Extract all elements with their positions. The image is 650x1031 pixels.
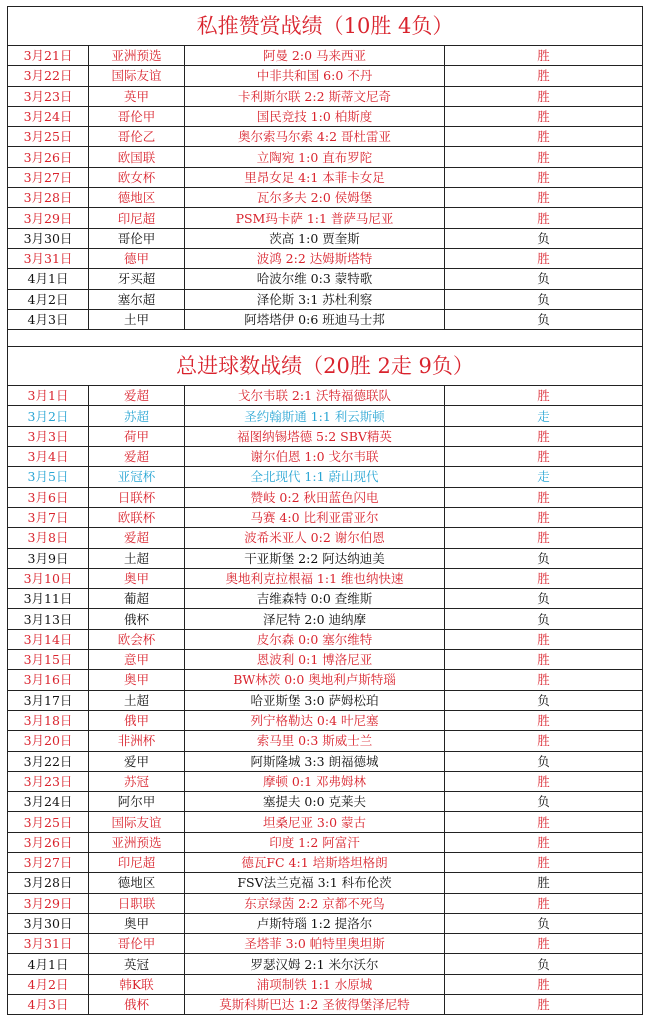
league-cell: 国际友谊	[89, 66, 185, 86]
result-cell: 负	[445, 690, 643, 710]
league-cell: 俄甲	[89, 710, 185, 730]
table-row	[8, 913, 643, 933]
date-cell: 3月1日	[8, 386, 89, 406]
date-cell: 3月4日	[8, 447, 89, 467]
result-cell: 胜	[445, 731, 643, 751]
result-cell: 胜	[445, 147, 643, 167]
date-cell: 3月26日	[8, 147, 89, 167]
league-cell: 德地区	[89, 188, 185, 208]
league-cell: 哥伦甲	[89, 934, 185, 954]
table-row	[8, 269, 643, 289]
league-cell: 奥甲	[89, 568, 185, 588]
league-cell: 欧女杯	[89, 167, 185, 187]
league-cell: 爱超	[89, 447, 185, 467]
date-cell: 4月1日	[8, 269, 89, 289]
league-cell: 印尼超	[89, 852, 185, 872]
table-row	[8, 309, 643, 329]
match-cell: 泽伦斯 3:1 苏杜利察	[185, 289, 445, 309]
date-cell: 3月8日	[8, 528, 89, 548]
table-row	[8, 995, 643, 1015]
record-table	[7, 6, 643, 1015]
spacer-cell	[8, 330, 643, 347]
league-cell: 欧会杯	[89, 629, 185, 649]
league-cell: 荷甲	[89, 426, 185, 446]
league-cell: 亚洲预选	[89, 46, 185, 66]
table-row	[8, 167, 643, 187]
date-cell: 3月18日	[8, 710, 89, 730]
match-cell: 阿曼 2:0 马来西亚	[185, 46, 445, 66]
result-cell: 胜	[445, 873, 643, 893]
result-cell: 负	[445, 289, 643, 309]
spacer-row	[8, 330, 643, 347]
result-cell: 胜	[445, 710, 643, 730]
table-row	[8, 147, 643, 167]
result-cell: 胜	[445, 46, 643, 66]
date-cell: 4月3日	[8, 995, 89, 1015]
result-cell: 胜	[445, 974, 643, 994]
date-cell: 3月9日	[8, 548, 89, 568]
section-title: 总进球数战绩（20胜 2走 9负）	[8, 347, 643, 386]
table-row	[8, 248, 643, 268]
league-cell: 土超	[89, 548, 185, 568]
league-cell: 意甲	[89, 650, 185, 670]
date-cell: 4月2日	[8, 974, 89, 994]
date-cell: 3月15日	[8, 650, 89, 670]
table-row	[8, 467, 643, 487]
table-row	[8, 751, 643, 771]
league-cell: 爱甲	[89, 751, 185, 771]
table-row	[8, 650, 643, 670]
league-cell: 德地区	[89, 873, 185, 893]
table-row	[8, 86, 643, 106]
result-cell: 胜	[445, 167, 643, 187]
result-cell: 胜	[445, 650, 643, 670]
league-cell: 英甲	[89, 86, 185, 106]
league-cell: 塞尔超	[89, 289, 185, 309]
date-cell: 3月21日	[8, 46, 89, 66]
table-row	[8, 731, 643, 751]
date-cell: 3月23日	[8, 771, 89, 791]
result-cell: 胜	[445, 629, 643, 649]
record-sheet	[7, 6, 642, 1015]
result-cell: 负	[445, 751, 643, 771]
result-cell: 胜	[445, 995, 643, 1015]
result-cell: 胜	[445, 248, 643, 268]
match-cell: 立陶宛 1:0 直布罗陀	[185, 147, 445, 167]
league-cell: 非洲杯	[89, 731, 185, 751]
result-cell: 负	[445, 309, 643, 329]
date-cell: 3月27日	[8, 167, 89, 187]
match-cell: 索马里 0:3 斯威士兰	[185, 731, 445, 751]
match-cell: 卡利斯尔联 2:2 斯蒂文尼奇	[185, 86, 445, 106]
league-cell: 欧国联	[89, 147, 185, 167]
match-cell: 波鸿 2:2 达姆斯塔特	[185, 248, 445, 268]
section2-title-row	[8, 347, 643, 386]
match-cell: 哈亚斯堡 3:0 萨姆松珀	[185, 690, 445, 710]
section-title: 私推赞赏战绩（10胜 4负）	[8, 7, 643, 46]
table-row	[8, 710, 643, 730]
result-cell: 胜	[445, 86, 643, 106]
result-cell: 负	[445, 954, 643, 974]
result-cell: 走	[445, 467, 643, 487]
result-cell: 胜	[445, 507, 643, 527]
league-cell: 俄杯	[89, 609, 185, 629]
league-cell: 亚冠杯	[89, 467, 185, 487]
result-cell: 负	[445, 792, 643, 812]
match-cell: 东京绿茵 2:2 京都不死鸟	[185, 893, 445, 913]
match-cell: 马赛 4:0 比利亚雷亚尔	[185, 507, 445, 527]
league-cell: 奥甲	[89, 913, 185, 933]
league-cell: 苏冠	[89, 771, 185, 791]
result-cell: 胜	[445, 832, 643, 852]
date-cell: 3月25日	[8, 812, 89, 832]
match-cell: 哈波尔维 0:3 蒙特歌	[185, 269, 445, 289]
result-cell: 胜	[445, 426, 643, 446]
result-cell: 胜	[445, 66, 643, 86]
date-cell: 3月20日	[8, 731, 89, 751]
table-row	[8, 386, 643, 406]
match-cell: 瓦尔多夫 2:0 侯姆堡	[185, 188, 445, 208]
table-row	[8, 447, 643, 467]
match-cell: PSM玛卡萨 1:1 普萨马尼亚	[185, 208, 445, 228]
match-cell: 德瓦FC 4:1 培斯塔坦格朗	[185, 852, 445, 872]
league-cell: 奥甲	[89, 670, 185, 690]
match-cell: 戈尔韦联 2:1 沃特福德联队	[185, 386, 445, 406]
match-cell: 塞提夫 0:0 克莱夫	[185, 792, 445, 812]
table-row	[8, 548, 643, 568]
league-cell: 亚洲预选	[89, 832, 185, 852]
table-row	[8, 208, 643, 228]
table-row	[8, 568, 643, 588]
league-cell: 土超	[89, 690, 185, 710]
league-cell: 阿尔甲	[89, 792, 185, 812]
league-cell: 哥伦甲	[89, 228, 185, 248]
date-cell: 3月14日	[8, 629, 89, 649]
table-row	[8, 609, 643, 629]
league-cell: 德甲	[89, 248, 185, 268]
table-row	[8, 188, 643, 208]
result-cell: 胜	[445, 188, 643, 208]
result-cell: 负	[445, 913, 643, 933]
table-row	[8, 507, 643, 527]
result-cell: 负	[445, 548, 643, 568]
result-cell: 胜	[445, 447, 643, 467]
match-cell: 摩顿 0:1 邓弗姆林	[185, 771, 445, 791]
section1-title-row	[8, 7, 643, 46]
table-row	[8, 46, 643, 66]
date-cell: 3月16日	[8, 670, 89, 690]
league-cell: 哥伦甲	[89, 106, 185, 126]
match-cell: 国民竞技 1:0 柏斯度	[185, 106, 445, 126]
table-row	[8, 792, 643, 812]
table-row	[8, 589, 643, 609]
match-cell: 阿塔塔伊 0:6 班迪马士邦	[185, 309, 445, 329]
result-cell: 胜	[445, 127, 643, 147]
date-cell: 3月11日	[8, 589, 89, 609]
table-row	[8, 852, 643, 872]
result-cell: 胜	[445, 934, 643, 954]
date-cell: 3月5日	[8, 467, 89, 487]
match-cell: FSV法兰克福 3:1 科布伦茨	[185, 873, 445, 893]
table-row	[8, 873, 643, 893]
match-cell: 浦项制铁 1:1 水原城	[185, 974, 445, 994]
date-cell: 3月29日	[8, 208, 89, 228]
result-cell: 负	[445, 228, 643, 248]
table-row	[8, 771, 643, 791]
table-row	[8, 106, 643, 126]
league-cell: 欧联杯	[89, 507, 185, 527]
table-row	[8, 66, 643, 86]
date-cell: 4月1日	[8, 954, 89, 974]
date-cell: 3月23日	[8, 86, 89, 106]
league-cell: 爱超	[89, 528, 185, 548]
result-cell: 胜	[445, 670, 643, 690]
table-row	[8, 289, 643, 309]
result-cell: 胜	[445, 771, 643, 791]
match-cell: 坦桑尼亚 3:0 蒙古	[185, 812, 445, 832]
match-cell: 全北现代 1:1 蔚山现代	[185, 467, 445, 487]
date-cell: 3月28日	[8, 873, 89, 893]
date-cell: 3月29日	[8, 893, 89, 913]
table-row	[8, 812, 643, 832]
match-cell: 泽尼特 2:0 迪纳摩	[185, 609, 445, 629]
date-cell: 3月17日	[8, 690, 89, 710]
league-cell: 爱超	[89, 386, 185, 406]
table-row	[8, 127, 643, 147]
match-cell: 茨高 1:0 贾奎斯	[185, 228, 445, 248]
table-row	[8, 893, 643, 913]
league-cell: 牙买超	[89, 269, 185, 289]
date-cell: 3月3日	[8, 426, 89, 446]
date-cell: 3月30日	[8, 913, 89, 933]
league-cell: 葡超	[89, 589, 185, 609]
result-cell: 胜	[445, 812, 643, 832]
table-row	[8, 934, 643, 954]
result-cell: 负	[445, 589, 643, 609]
date-cell: 3月25日	[8, 127, 89, 147]
date-cell: 3月27日	[8, 852, 89, 872]
date-cell: 4月2日	[8, 289, 89, 309]
table-row	[8, 832, 643, 852]
match-cell: 圣约翰斯通 1:1 利云斯顿	[185, 406, 445, 426]
result-cell: 胜	[445, 487, 643, 507]
date-cell: 3月30日	[8, 228, 89, 248]
match-cell: 里昂女足 4:1 本菲卡女足	[185, 167, 445, 187]
league-cell: 国际友谊	[89, 812, 185, 832]
match-cell: 谢尔伯恩 1:0 戈尔韦联	[185, 447, 445, 467]
date-cell: 3月22日	[8, 66, 89, 86]
result-cell: 胜	[445, 106, 643, 126]
result-cell: 走	[445, 406, 643, 426]
match-cell: 奥地利克拉根福 1:1 维也纳快速	[185, 568, 445, 588]
match-cell: 恩波利 0:1 博洛尼亚	[185, 650, 445, 670]
match-cell: 阿斯隆城 3:3 朗福德城	[185, 751, 445, 771]
league-cell: 日联杯	[89, 487, 185, 507]
match-cell: 中非共和国 6:0 不丹	[185, 66, 445, 86]
league-cell: 韩K联	[89, 974, 185, 994]
table-row	[8, 629, 643, 649]
league-cell: 俄杯	[89, 995, 185, 1015]
result-cell: 胜	[445, 386, 643, 406]
date-cell: 3月26日	[8, 832, 89, 852]
match-cell: 圣塔菲 3:0 帕特里奥坦斯	[185, 934, 445, 954]
match-cell: 印度 1:2 阿富汗	[185, 832, 445, 852]
match-cell: 罗瑟汉姆 2:1 米尔沃尔	[185, 954, 445, 974]
date-cell: 3月7日	[8, 507, 89, 527]
league-cell: 英冠	[89, 954, 185, 974]
result-cell: 胜	[445, 852, 643, 872]
table-row	[8, 528, 643, 548]
match-cell: 干亚斯堡 2:2 阿达纳迪美	[185, 548, 445, 568]
result-cell: 负	[445, 269, 643, 289]
result-cell: 负	[445, 609, 643, 629]
result-cell: 胜	[445, 893, 643, 913]
league-cell: 日职联	[89, 893, 185, 913]
match-cell: 福图纳锡塔德 5:2 SBV精英	[185, 426, 445, 446]
result-cell: 胜	[445, 528, 643, 548]
match-cell: BW林茨 0:0 奥地利卢斯特瑙	[185, 670, 445, 690]
date-cell: 3月22日	[8, 751, 89, 771]
table-row	[8, 670, 643, 690]
match-cell: 皮尔森 0:0 塞尔维特	[185, 629, 445, 649]
table-row	[8, 954, 643, 974]
table-row	[8, 974, 643, 994]
league-cell: 苏超	[89, 406, 185, 426]
result-cell: 胜	[445, 208, 643, 228]
league-cell: 土甲	[89, 309, 185, 329]
date-cell: 3月31日	[8, 248, 89, 268]
date-cell: 3月10日	[8, 568, 89, 588]
table-row	[8, 690, 643, 710]
table-row	[8, 487, 643, 507]
date-cell: 3月28日	[8, 188, 89, 208]
table-row	[8, 406, 643, 426]
date-cell: 3月24日	[8, 106, 89, 126]
match-cell: 赞岐 0:2 秋田蓝色闪电	[185, 487, 445, 507]
match-cell: 莫斯科斯巴达 1:2 圣彼得堡泽尼特	[185, 995, 445, 1015]
result-cell: 胜	[445, 568, 643, 588]
table-row	[8, 228, 643, 248]
league-cell: 印尼超	[89, 208, 185, 228]
date-cell: 3月2日	[8, 406, 89, 426]
match-cell: 奥尔索马尔索 4:2 哥杜雷亚	[185, 127, 445, 147]
match-cell: 列宁格勒达 0:4 叶尼塞	[185, 710, 445, 730]
match-cell: 卢斯特瑙 1:2 提洛尔	[185, 913, 445, 933]
date-cell: 3月6日	[8, 487, 89, 507]
match-cell: 波希米亚人 0:2 谢尔伯恩	[185, 528, 445, 548]
table-row	[8, 426, 643, 446]
match-cell: 吉维森特 0:0 查维斯	[185, 589, 445, 609]
league-cell: 哥伦乙	[89, 127, 185, 147]
date-cell: 3月31日	[8, 934, 89, 954]
date-cell: 3月13日	[8, 609, 89, 629]
date-cell: 3月24日	[8, 792, 89, 812]
date-cell: 4月3日	[8, 309, 89, 329]
